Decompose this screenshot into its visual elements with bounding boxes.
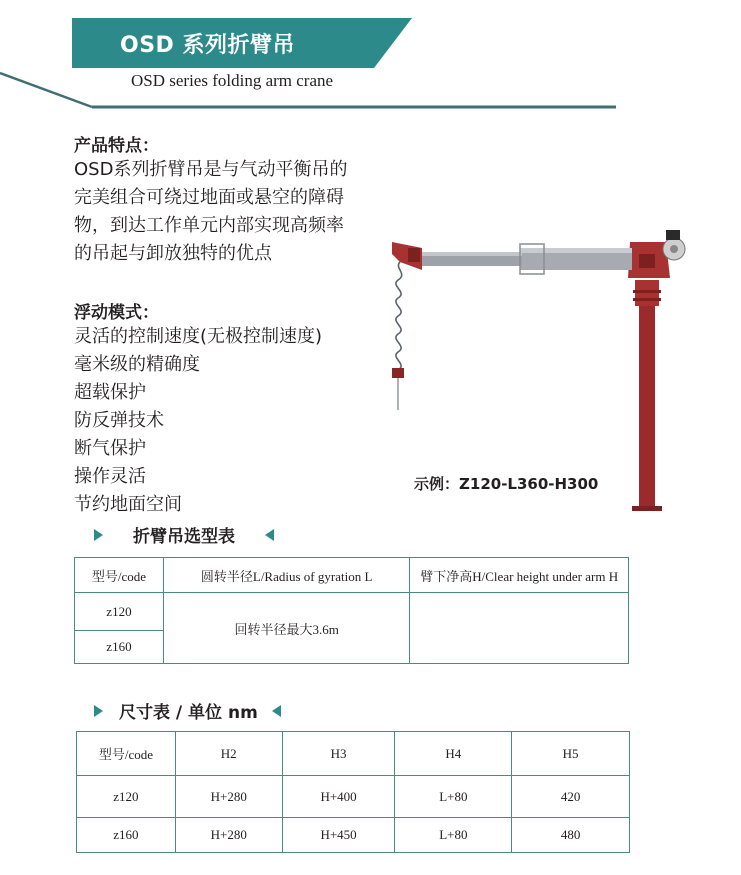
size-table: [76, 731, 630, 853]
example-label: 示例：Z120-L360-H300: [414, 475, 599, 493]
size-table-header: [94, 698, 281, 723]
table-cell-radius: 回转半径最大3.6m: [163, 593, 410, 664]
mode-item: 超载保护: [74, 382, 146, 403]
page-subtitle: OSD series folding arm crane: [131, 71, 334, 90]
table-header-cell: H5: [512, 732, 630, 776]
crane-illustration: [380, 222, 700, 514]
table-header-cell: 圆转半径L/Radius of gyration L: [163, 558, 410, 593]
play-right-icon: [94, 529, 103, 541]
play-left-icon: [265, 529, 274, 541]
features-heading: 产品特点：: [74, 136, 159, 156]
table-header-cell: H2: [175, 732, 282, 776]
size-table-title: 尺寸表 / 单位 nm: [119, 703, 258, 723]
table-cell: H+280: [175, 818, 282, 853]
mode-item: 节约地面空间: [74, 494, 182, 515]
table-cell: H+280: [175, 776, 282, 818]
table-header-cell: 型号/code: [77, 732, 176, 776]
features-description: [74, 156, 374, 268]
table-cell: 480: [512, 818, 630, 853]
mode-item: 防反弹技术: [74, 410, 164, 431]
table-header-cell: H3: [282, 732, 395, 776]
coiled-hose: [396, 262, 402, 370]
modes-heading: 浮动模式：: [74, 303, 159, 323]
page-title: OSD 系列折臂吊: [120, 33, 295, 58]
crane-column: [639, 284, 655, 510]
table-cell: z120: [77, 776, 176, 818]
table-row: [75, 558, 629, 593]
table-header-cell: 型号/code: [75, 558, 164, 593]
features-line: 的吊起与卸放独特的优点: [74, 243, 272, 264]
hoist-handle: [392, 368, 404, 378]
mode-item: 断气保护: [74, 438, 146, 459]
table-cell: H+450: [282, 818, 395, 853]
table-header-cell: 臂下净高H/Clear height under arm H: [410, 558, 629, 593]
selection-table-header: [94, 522, 274, 547]
table-cell-code: z160: [75, 631, 164, 664]
selection-table: [74, 557, 629, 664]
table-row: [77, 732, 630, 776]
features-line: OSD系列折臂吊是与气动平衡吊的: [74, 159, 348, 180]
crane-base: [632, 506, 662, 511]
table-cell: 420: [512, 776, 630, 818]
table-cell: L+80: [395, 776, 512, 818]
play-left-icon: [272, 705, 281, 717]
header-decoration-lines: [0, 60, 741, 120]
features-line: 物，到达工作单元内部实现高频率: [74, 215, 344, 236]
motor-cap: [666, 230, 680, 240]
mode-item: 操作灵活: [74, 466, 146, 487]
table-header-cell: H4: [395, 732, 512, 776]
table-row: [77, 776, 630, 818]
selection-table-title: 折臂吊选型表: [133, 527, 235, 547]
table-row: [75, 593, 629, 631]
table-row: [77, 818, 630, 853]
mode-item: 灵活的控制速度(无极控制速度): [74, 326, 323, 347]
table-cell-height: [410, 593, 629, 664]
table-cell-code: z120: [75, 593, 164, 631]
play-right-icon: [94, 705, 103, 717]
mode-item: 毫米级的精确度: [74, 354, 200, 375]
table-cell: z160: [77, 818, 176, 853]
table-cell: L+80: [395, 818, 512, 853]
table-cell: H+400: [282, 776, 395, 818]
features-line: 完美组合可绕过地面或悬空的障碍: [74, 187, 344, 208]
modes-list: [74, 323, 322, 519]
